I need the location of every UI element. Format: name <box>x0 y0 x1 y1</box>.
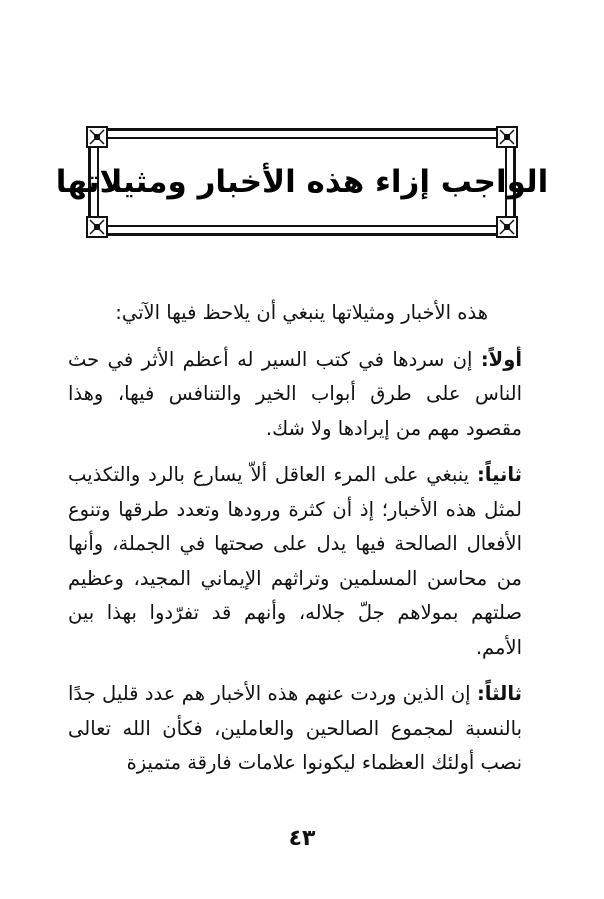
title-frame <box>55 128 549 236</box>
paragraph-third-point <box>68 677 522 781</box>
body-text <box>68 296 522 793</box>
paragraph-intro <box>68 296 522 331</box>
paragraph-lead: أولاً: <box>480 347 522 371</box>
paragraph-text: ينبغي على المرء العاقل ألاّ يسارع بالرد والتكذيب لمثل هذه الأخبار؛ إذ أن كثرة ورودها وتعدد طرقها وتنوع الأفعال الصالحة فيها يدل على صحتها في الجملة، وأنها من محاسن المسلمين وتراثهم الإيماني المجيد، وعظيم صلتهم بمولاهم جلّ جلاله، وأنهم قد تفرّدوا بهذا بين الأمم. <box>68 463 522 659</box>
paragraph-text: هذه الأخبار ومثيلاتها ينبغي أن يلاحظ فيها الآتي: <box>115 301 488 324</box>
ornament-corner-icon <box>86 126 108 148</box>
ornament-corner-icon <box>496 126 518 148</box>
paragraph-text: إن الذين وردت عنهم هذه الأخبار هم عدد قليل جدًا بالنسبة لمجموع الصالحين والعاملين، فكأن الله تعالى نصب أولئك العظماء ليكونوا علامات فارقة متميزة <box>68 682 522 774</box>
paragraph-lead: ثالثاً: <box>476 682 522 705</box>
ornament-corner-icon <box>496 216 518 238</box>
chapter-title: الواجب إزاء هذه الأخبار ومثيلاتها <box>55 164 549 200</box>
paragraph-second-point <box>68 458 522 665</box>
paragraph-first-point <box>68 343 522 447</box>
page-number: ٤٣ <box>288 826 316 851</box>
paragraph-text: إن سردها في كتب السير له أعظم الأثر في حث الناس على طرق أبواب الخير والتنافس فيها، وهذا مقصود مهم من إيرادها ولا شك. <box>68 347 522 440</box>
paragraph-lead: ثانياً: <box>476 463 522 486</box>
ornament-corner-icon <box>86 216 108 238</box>
